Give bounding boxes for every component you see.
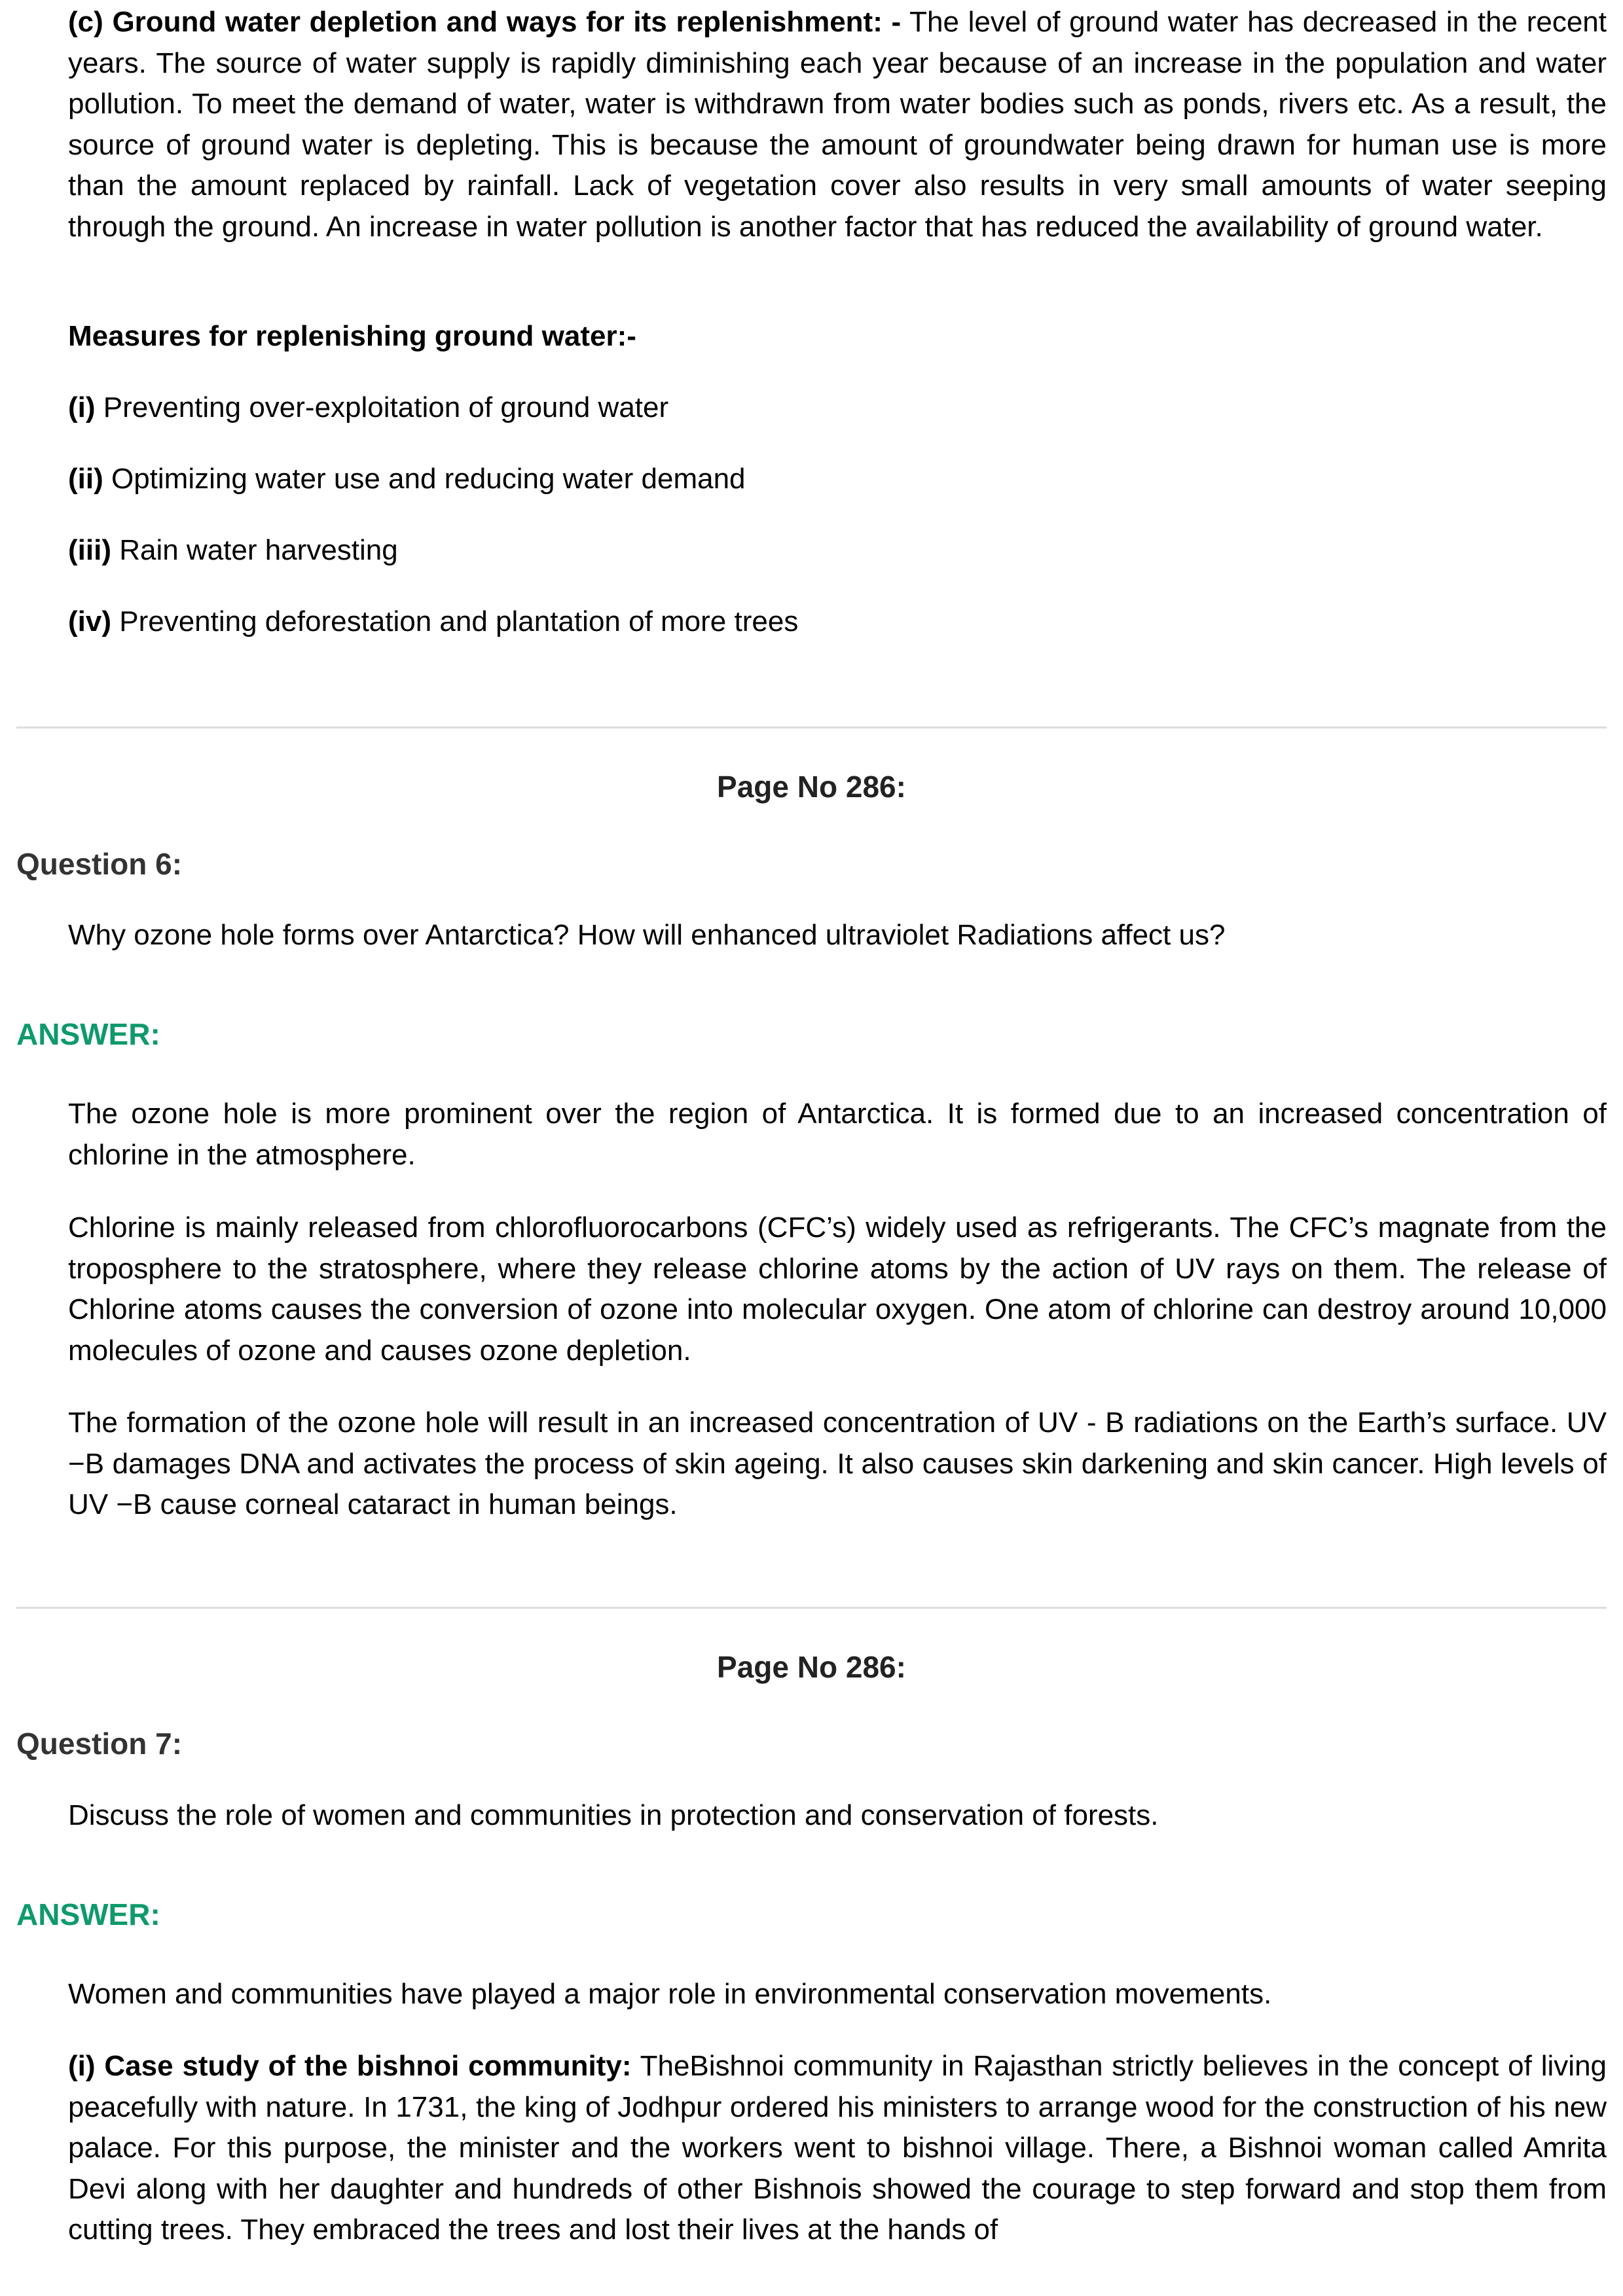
section-c-lead: (c) Ground water depletion and ways for its replenishment: - (68, 6, 902, 38)
page-number-heading: Page No 286: (717, 770, 906, 804)
measure-text: Preventing over-exploitation of ground water (95, 391, 669, 423)
answer-6-paragraph: The formation of the ozone hole will result in an increased concentration of UV - B radiations on the Earth’s surface. UV −B damages DNA and activates the process of skin ageing. It also causes skin darkening and skin cancer. High levels of UV −B cause corneal cataract in human beings. (68, 1407, 1607, 1520)
measure-num: (iii) (68, 534, 111, 566)
question-7-heading: Question 7: (16, 1727, 183, 1761)
measure-num: (i) (68, 391, 96, 423)
case-study-lead: (i) Case study of the bishnoi community: (68, 2050, 632, 2082)
answer-6-label: ANSWER: (16, 1017, 160, 1051)
measure-num: (ii) (68, 463, 103, 495)
measure-item (68, 459, 746, 500)
answer-6-paragraph: Chlorine is mainly released from chlorofluorocarbons (CFC’s) widely used as refrigerants. The CFC’s magnate from the troposphere to the stratosphere, where they release chlorine atoms by the action of UV rays on them. The release of Chlorine atoms causes the conversion of ozone into molecular oxygen. One atom of chlorine can destroy around 10,000 molecules of ozone and causes ozone depletion. (68, 1211, 1607, 1367)
question-7-text: Discuss the role of women and communities in protection and conservation of forests. (68, 1799, 1159, 1831)
page-number-heading: Page No 286: (717, 1650, 906, 1684)
section-c-body: The level of ground water has decreased in the recent years. The source of water supply is rapidly diminishing each year because of an increase in the population and water pollution. To meet the demand of water, water is withdrawn from water bodies such as ponds, rivers etc. As a result, the source of ground water is depleting. This is because the amount of groundwater being drawn for human use is more than the amount replaced by rainfall. Lack of vegetation cover also results in very small amounts of water seeping through the ground. An increase in water pollution is another factor that has reduced the availability of ground water. (68, 6, 1607, 243)
measures-heading: Measures for replenishing ground water:- (68, 320, 636, 352)
section-c-paragraph (68, 2, 1607, 247)
question-6-text: Why ozone hole forms over Antarctica? How will enhanced ultraviolet Radiations affect us? (68, 919, 1226, 951)
answer-7-label: ANSWER: (16, 1897, 160, 1931)
measure-text: Rain water harvesting (111, 534, 398, 566)
answer-7-intro: Women and communities have played a major role in environmental conservation movements. (68, 1978, 1272, 2010)
measure-text: Optimizing water use and reducing water demand (103, 463, 746, 495)
measure-num: (iv) (68, 605, 111, 637)
answer-6-paragraph: The ozone hole is more prominent over the region of Antarctica. It is formed due to an increased concentration of chlorine in the atmosphere. (68, 1098, 1607, 1171)
case-study-paragraph (68, 2046, 1607, 2251)
measure-item (68, 387, 668, 429)
case-study-body: TheBishnoi community in Rajasthan strictly believes in the concept of living peacefully with nature. In 1731, the king of Jodhpur ordered his ministers to arrange wood for the construction of his new palace. For this purpose, the minister and the workers went to bishnoi village. There, a Bishnoi woman called Amrita Devi along with her daughter and hundreds of other Bishnois showed the courage to step forward and stop them from cutting trees. They embraced the trees and lost their lives at the hands of (68, 2050, 1607, 2246)
section-divider (16, 1607, 1607, 1609)
question-6-heading: Question 6: (16, 847, 183, 881)
measure-text: Preventing deforestation and plantation of more trees (111, 605, 799, 637)
section-divider (16, 726, 1607, 728)
measure-item (68, 601, 798, 643)
measure-item (68, 530, 398, 571)
